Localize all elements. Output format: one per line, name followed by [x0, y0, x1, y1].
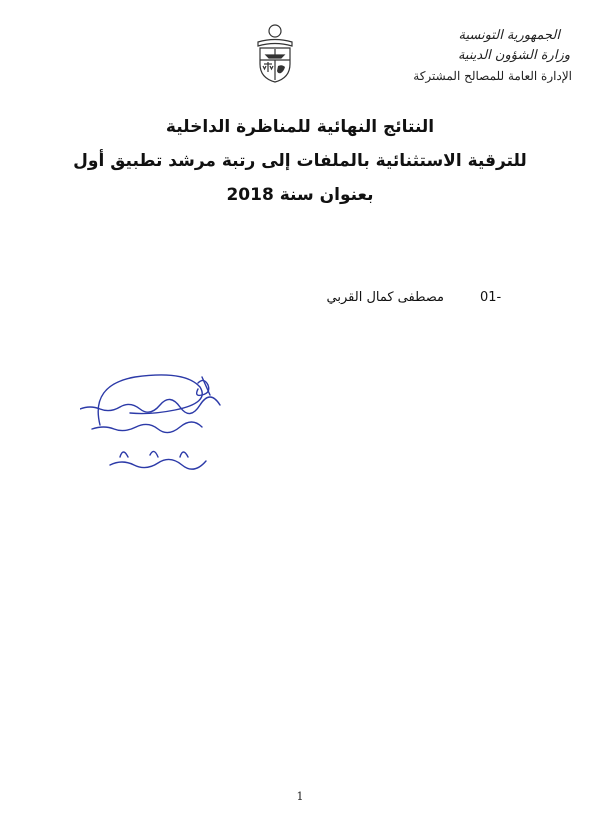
title-line-1: النتائج النهائية للمناظرة الداخلية: [165, 117, 435, 137]
signature-stamp: [80, 365, 230, 485]
title-block: [60, 110, 540, 212]
result-name: مصطفى كمال القربي: [326, 290, 444, 305]
result-number: 01-: [480, 290, 502, 305]
header-directorate: الإدارة العامة للمصالح المشتركة: [413, 69, 572, 83]
title-line-2: للترقية الاستثنائية بالملفات إلى رتبة مرشد تطبيق أول: [73, 151, 527, 171]
ministry-header: [370, 26, 570, 86]
coat-of-arms-icon: [250, 22, 300, 86]
header-republic: الجمهورية التونسية: [458, 28, 560, 43]
title-line-3: بعنوان سنة 2018: [226, 185, 374, 205]
header-ministry: وزارة الشؤون الدينية: [457, 48, 570, 63]
result-row: [0, 290, 600, 310]
page-number: 1: [296, 790, 304, 803]
